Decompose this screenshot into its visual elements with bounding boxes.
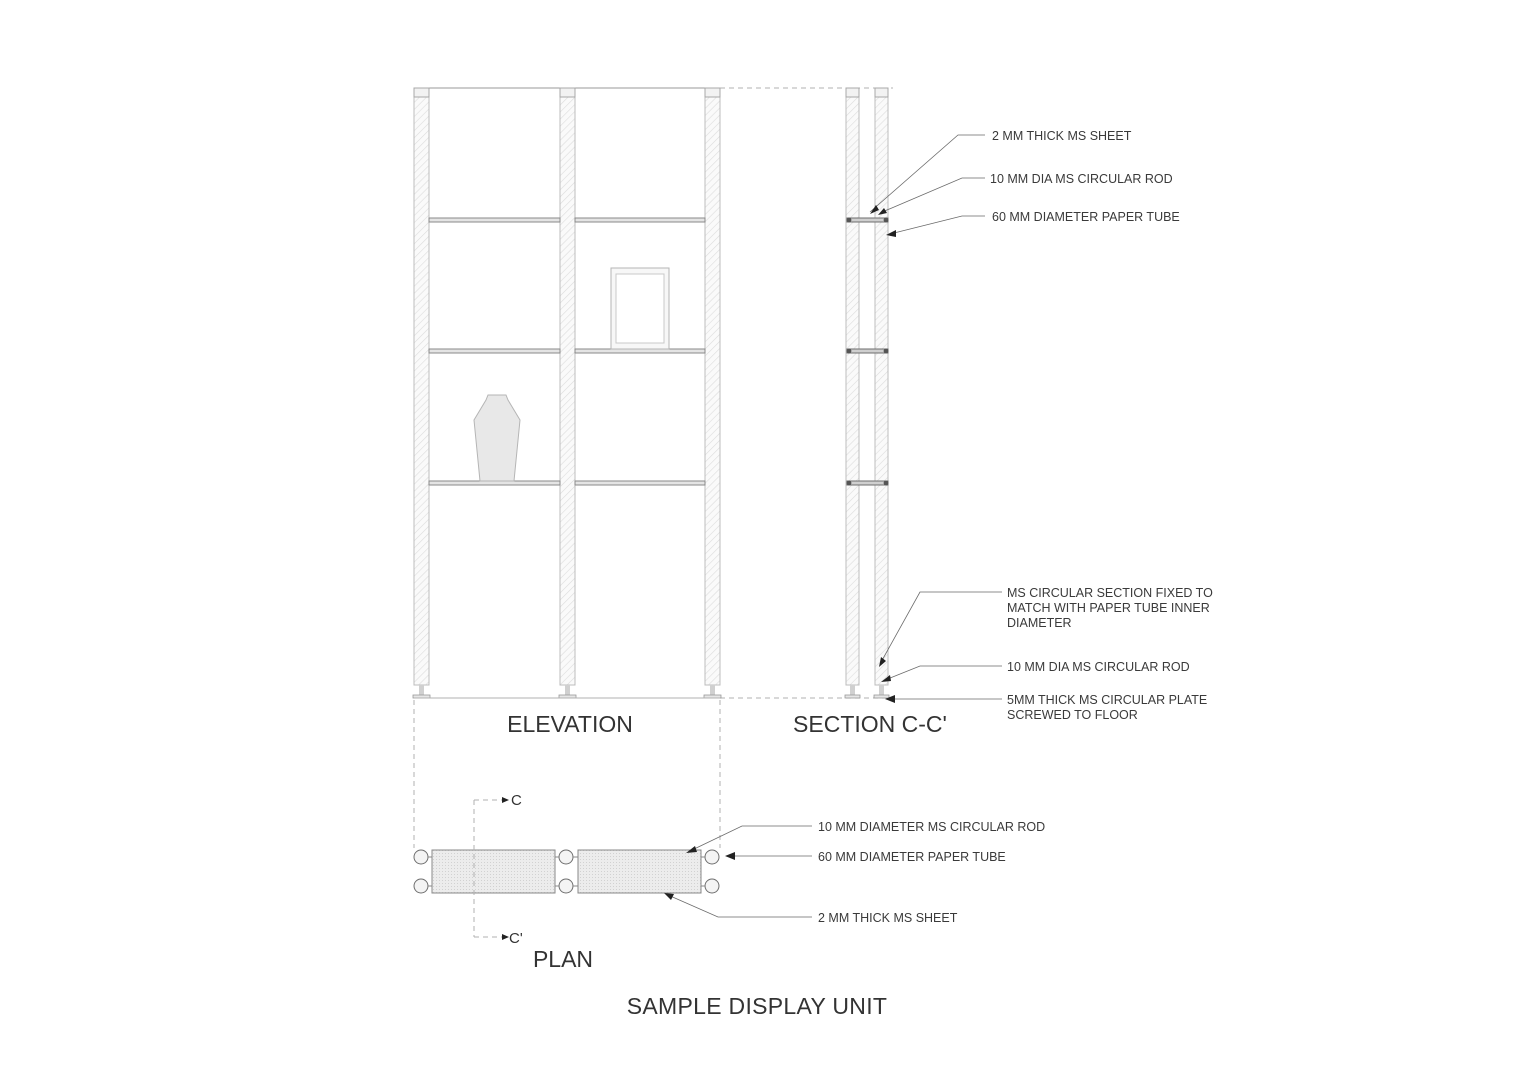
plan-view [414, 792, 812, 972]
plan-sheet-right [578, 850, 701, 893]
shelf-1-left [429, 218, 560, 222]
shelf-3-left [429, 481, 560, 485]
callout-ms-rod-bottom: 10 MM DIA MS CIRCULAR ROD [1007, 660, 1190, 674]
shelf-1-right [575, 218, 705, 222]
callout-circular-section-line-1: MS CIRCULAR SECTION FIXED TO [1007, 586, 1213, 600]
plan-sheet-left [432, 850, 555, 893]
section-view [793, 88, 1002, 737]
shelf-2-right [575, 349, 705, 353]
elevation-label: ELEVATION [507, 711, 633, 737]
vase-object [474, 395, 520, 481]
callout-ms-sheet: 2 MM THICK MS SHEET [992, 129, 1132, 143]
callout-circular-plate-line-2: SCREWED TO FLOOR [1007, 708, 1138, 722]
shelf-3-right [575, 481, 705, 485]
plan-callout-paper-tube: 60 MM DIAMETER PAPER TUBE [818, 850, 1006, 864]
section-paper-tube-front [845, 88, 860, 698]
elevation-paper-tube-left [413, 88, 430, 698]
plan-label: PLAN [532, 946, 594, 972]
picture-frame-object [611, 268, 669, 349]
plan-callout-ms-sheet: 2 MM THICK MS SHEET [818, 911, 958, 925]
callout-circular-section-line-3: DIAMETER [1007, 616, 1072, 630]
drawing-title: SAMPLE DISPLAY UNIT [626, 993, 888, 1019]
section-shelf-3 [847, 481, 888, 485]
elevation-paper-tube-right [704, 88, 721, 698]
elevation-paper-tube-middle [559, 88, 576, 698]
shelf-2-left [429, 349, 560, 353]
callout-paper-tube: 60 MM DIAMETER PAPER TUBE [992, 210, 1180, 224]
callout-circular-section-line-2: MATCH WITH PAPER TUBE INNER [1007, 601, 1210, 615]
section-paper-tube-back [874, 88, 889, 698]
section-callout-leaders-bottom [879, 592, 1002, 703]
section-shelf-2 [847, 349, 888, 353]
callout-ms-rod-top: 10 MM DIA MS CIRCULAR ROD [990, 172, 1173, 186]
cut-marker-c-prime: C' [509, 930, 523, 947]
plan-callout-ms-rod: 10 MM DIAMETER MS CIRCULAR ROD [818, 820, 1046, 834]
cut-marker-c: C [511, 792, 522, 809]
callout-circular-plate-line-1: 5MM THICK MS CIRCULAR PLATE [1007, 693, 1208, 707]
section-label: SECTION C-C' [793, 711, 947, 737]
section-shelf-1 [847, 218, 888, 222]
